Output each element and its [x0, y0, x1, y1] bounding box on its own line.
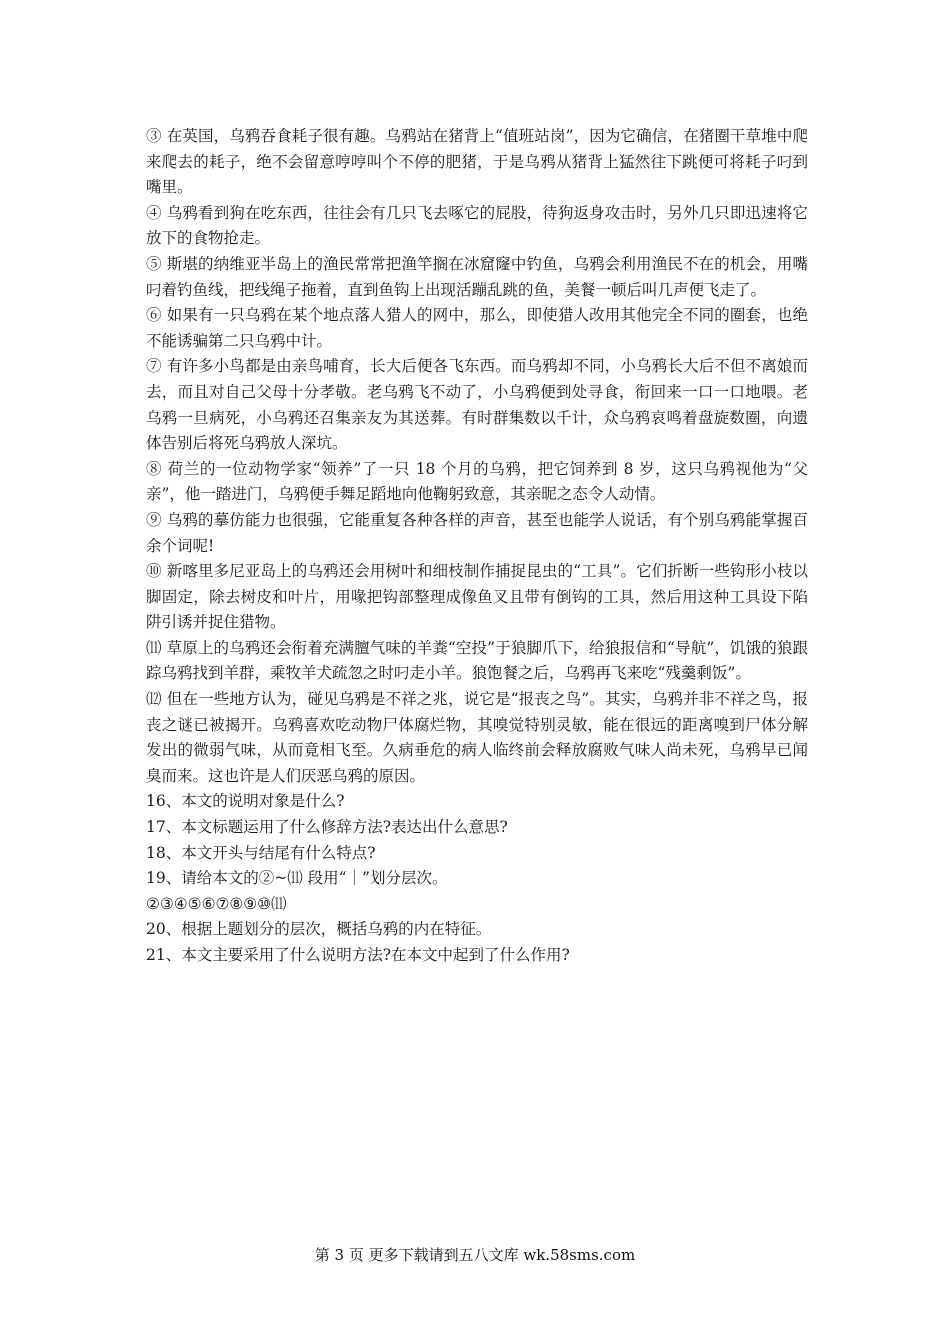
page-footer: 第 3 页 更多下载请到五八文库 wk.58sms.com: [314, 1246, 636, 1264]
paragraph-8: ⑧ 荷兰的一位动物学家“领养”了一只 18 个月的乌鸦，把它饲养到 8 岁，这只乌鸦视他为“父亲”，他一踏进门，乌鸦便手舞足蹈地向他鞠躬致意，其亲昵之态令人动情。: [146, 459, 808, 504]
paragraph-10: ⑩ 新喀里多尼亚岛上的乌鸦还会用树叶和细枝制作捕捉昆虫的“工具”。它们折断一些钩形小枝以脚固定，除去树皮和叶片，用喙把钩部整理成像鱼叉且带有倒钩的工具，然后用这种工具设下陷阱引诱并捉住猎物。: [146, 562, 808, 632]
paragraph-5: ⑤ 斯堪的纳维亚半岛上的渔民常常把渔竿搁在冰窟窿中钓鱼，乌鸦会利用渔民不在的机会，用嘴叼着钓鱼线，把线绳子拖着，直到鱼钩上出现活蹦乱跳的鱼，美餐一顿后叫几声便飞走了。: [146, 254, 808, 299]
question-19-sequence: ②③④⑤⑥⑦⑧⑨⑩⑾: [146, 894, 287, 913]
paragraph-3: ③ 在英国，乌鸦吞食耗子很有趣。乌鸦站在猪背上“值班站岗”，因为它确信，在猪圈干草堆中爬来爬去的耗子，绝不会留意哼哼叫个不停的肥猪，于是乌鸦从猪背上猛然往下跳便可将耗子叼到嘴里。: [146, 127, 808, 197]
paragraph-6: ⑥ 如果有一只乌鸦在某个地点落人猎人的网中，那么，即使猎人改用其他完全不同的圈套，也绝不能诱骗第二只乌鸦中计。: [146, 306, 808, 350]
paragraph-11: ⑾ 草原上的乌鸦还会衔着充满膻气味的羊粪“空投”于狼脚爪下，给狼报信和“导航”，饥饿的狼跟踪乌鸦找到羊群，乘牧羊犬疏忽之时叼走小羊。狼饱餐之后，乌鸦再飞来吃“残羹剩饭”。: [146, 638, 808, 683]
paragraph-9: ⑨ 乌鸦的摹仿能力也很强，它能重复各种各样的声音，甚至也能学人说话，有个别乌鸦能掌握百余个词呢!: [146, 510, 808, 555]
paragraph-4: ④ 乌鸦看到狗在吃东西，往往会有几只飞去啄它的屁股，待狗返身攻击时，另外几只即迅速将它放下的食物抢走。: [146, 203, 808, 248]
article-body: [146, 124, 808, 969]
paragraph-12: ⑿ 但在一些地方认为，碰见乌鸦是不祥之兆，说它是“报丧之鸟”。其实，乌鸦并非不祥之鸟，报丧之谜已被揭开。乌鸦喜欢吃动物尸体腐烂物，其嗅觉特别灵敏，能在很远的距离嗅到尸体分解发出的微弱气味，从而竟相飞至。久病垂危的病人临终前会释放腐败气味人尚未死，乌鸦早已闻臭而来。这也许是人们厌恶乌鸦的原因。: [146, 690, 808, 785]
paragraph-7: ⑦ 有许多小鸟都是由亲鸟哺育，长大后便各飞东西。而乌鸦却不同，小乌鸦长大后不但不离娘而去，而且对自己父母十分孝敬。老乌鸦飞不动了，小乌鸦便到处寻食，衔回来一口一口地喂。老乌鸦一旦病死，小乌鸦还召集亲友为其送葬。有时群集数以千计，众乌鸦哀鸣着盘旋数圈，向遗体告别后将死乌鸦放人深坑。: [146, 357, 808, 453]
question-16: 16、本文的说明对象是什么?: [146, 792, 345, 811]
question-17: 17、本文标题运用了什么修辞方法?表达出什么意思?: [146, 818, 508, 837]
question-21: 21、本文主要采用了什么说明方法?在本文中起到了什么作用?: [146, 946, 570, 964]
question-20: 20、根据上题划分的层次，概括乌鸦的内在特征。: [146, 920, 492, 939]
question-19: 19、请给本文的②~⑾ 段用“｜”划分层次。: [146, 869, 448, 888]
question-18: 18、本文开头与结尾有什么特点?: [146, 843, 376, 862]
